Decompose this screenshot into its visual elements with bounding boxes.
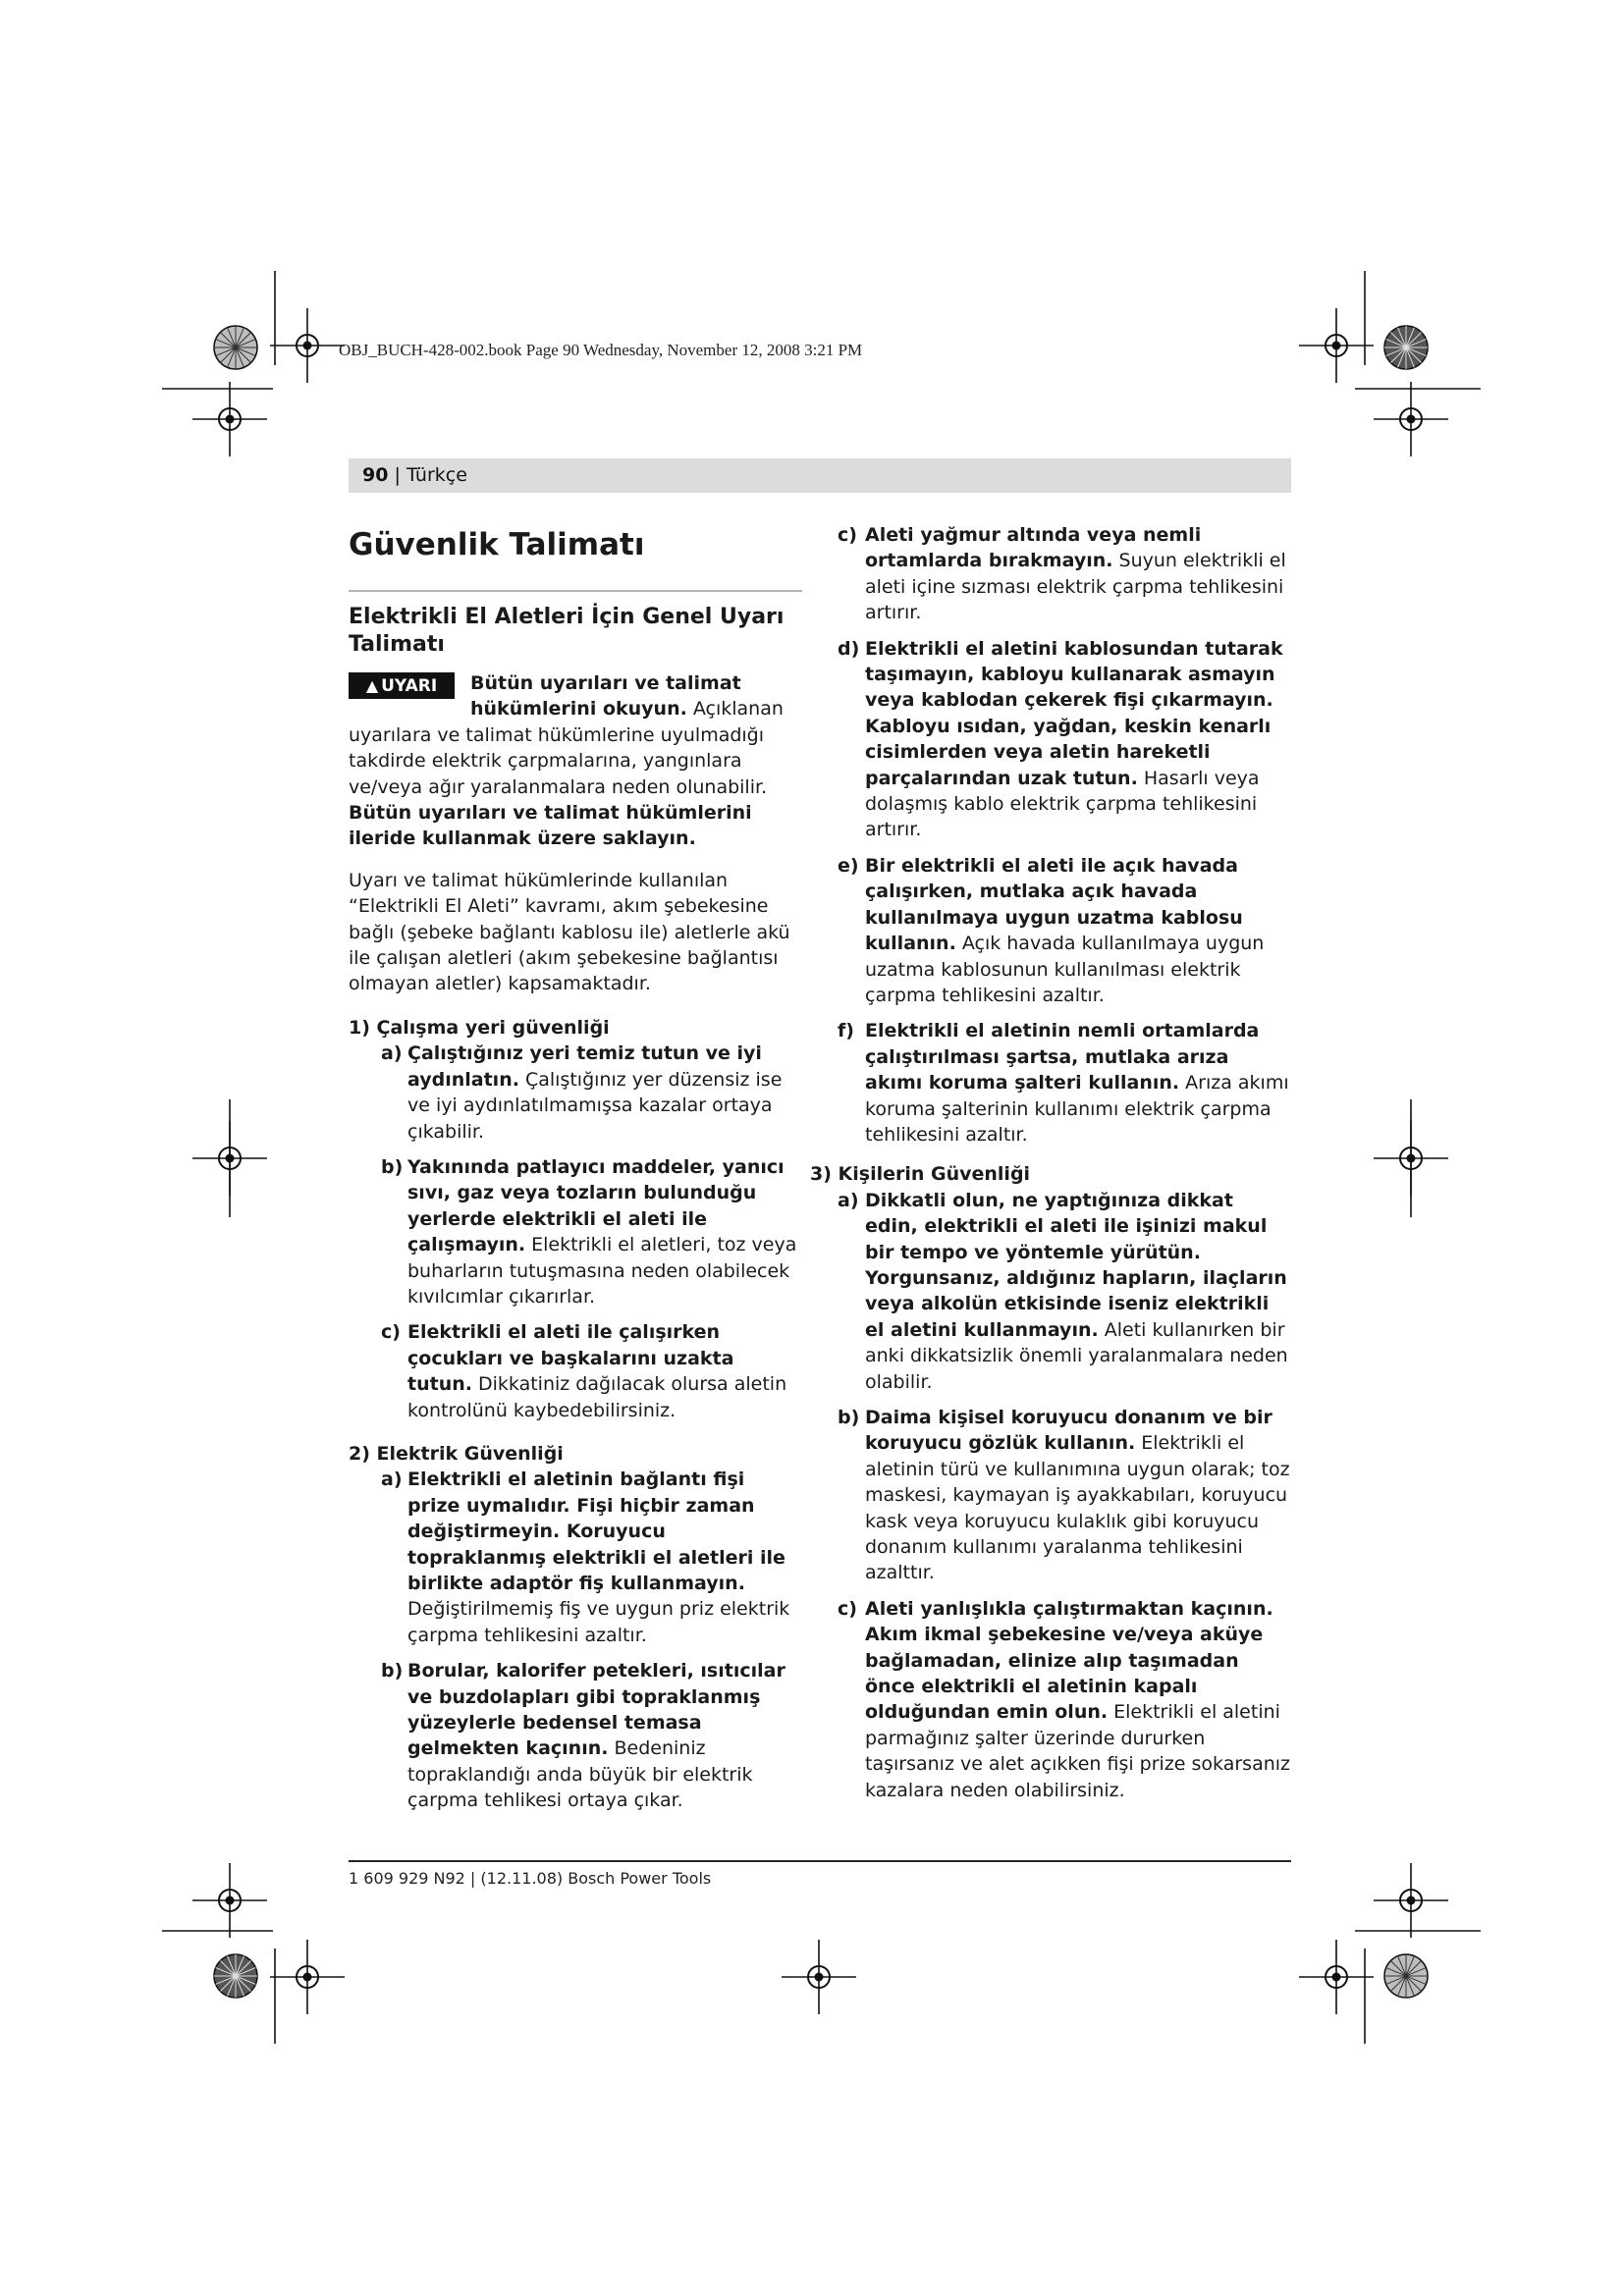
item-text: Aleti kullanırken bir anki dikkatsizlik önemli yaralanmalara neden olabilir. <box>865 1318 1288 1393</box>
item-text: Değiştirilmemiş fiş ve uygun priz elektrik çarpma tehlikesini azaltır. <box>407 1598 790 1646</box>
list-item <box>838 522 1291 626</box>
item-text: Hasarlı veya dolaşmış kablo elektrik çarpma tehlikesini artırır. <box>865 767 1260 841</box>
page-header <box>349 458 1291 493</box>
item-text: Bedeniniz topraklandığı anda büyük bir elektrik çarpma tehlikesi ortaya çıkar. <box>407 1737 753 1812</box>
item-bold: Aleti yağmur altında veya nemli ortamlarda bırakmayın. <box>865 524 1202 572</box>
header-language: Türkçe <box>406 464 467 486</box>
left-column <box>349 522 802 1824</box>
item-label: f) <box>838 1020 854 1042</box>
list-item <box>838 636 1291 843</box>
item-text: Elektrikli el aletleri, toz veya buharların tutuşmasına neden olabilecek kıvılcımlar çıkarırlar. <box>407 1234 797 1308</box>
item-text: Elektrikli el aletinin türü ve kullanımına uygun olarak; toz maskesi, kaymayan iş ayakkabıları, koruyucu kask veya koruyucu kulaklık gibi koruyucu donanım kullanımı yaralanma tehlikesini azalttır. <box>865 1432 1290 1584</box>
warning-badge-label: UYARI <box>381 676 438 696</box>
definition-paragraph: Uyarı ve talimat hükümlerinde kullanılan “Elektrikli El Aleti” kavramı, akım şebekesine bağlı (şebeke bağlantı kablosu ile) aletlerle akü ile çalışan aletleri (akım şebekesine bağlantısı olmayan aletler) kapsamaktadır. <box>349 869 790 995</box>
list-item <box>838 1188 1291 1395</box>
warning-text: Açıklanan uyarılara ve talimat hükümlerine uyulmadığı takdirde elektrik çarpmalarına, yangınlara ve/veya ağır yaralanmalara neden olunabilir. <box>349 698 784 798</box>
item-label: a) <box>838 1189 859 1211</box>
warning-bold: Bütün uyarıları ve talimat hükümlerini okuyun. <box>470 672 741 721</box>
item-text: Suyun elektrikli el aleti içine sızması elektrik çarpma tehlikesini artırır. <box>865 550 1286 624</box>
item-bold: Daima kişisel koruyucu donanım ve bir koruyucu gözlük kullanın. <box>865 1407 1272 1455</box>
item-text: Arıza akımı koruma şalterinin kullanımı elektrik çarpma tehlikesini azaltır. <box>865 1072 1289 1146</box>
list-item <box>349 1658 802 1813</box>
item-text: Çalıştığınız yer düzensiz ise ve iyi aydınlatılmamışsa kazalar ortaya çıkabilir. <box>407 1068 783 1143</box>
item-text: Açık havada kullanılmaya uygun uzatma kablosunun kullanılması elektrik çarpma tehlikesini azaltır. <box>865 933 1265 1006</box>
item-text: Elektrikli el aletini parmağınız şalter üzerinde dururken taşırsanız ve alet açıkken fişi prize sokarsanız kazalara neden olabilirsiniz. <box>865 1701 1291 1801</box>
item-label: b) <box>838 1407 860 1428</box>
section-heading-personal-safety: 3) Kişilerin Güvenliği <box>810 1163 1031 1186</box>
item-label: e) <box>838 854 859 877</box>
list-item <box>349 1319 802 1423</box>
print-slug: OBJ_BUCH-428-002.book Page 90 Wednesday, November 12, 2008 3:21 PM <box>339 341 863 359</box>
item-bold: Yakınında patlayıcı maddeler, yanıcı sıvı, gaz veya tozların bulunduğu yerlerde elektrikli el aleti ile çalışmayın. <box>407 1155 785 1256</box>
item-bold: Çalıştığınız yeri temiz tutun ve iyi aydınlatın. <box>407 1042 762 1091</box>
page-footer: 1 609 929 N92 | (12.11.08) Bosch Power Tools <box>349 1869 712 1888</box>
item-label: a) <box>381 1042 403 1065</box>
warning-paragraph <box>349 670 802 800</box>
list-item <box>349 1154 802 1309</box>
page-title: Güvenlik Talimatı <box>349 527 645 562</box>
warning-triangle-icon: ▲ <box>365 676 379 695</box>
item-bold: Aleti yanlışlıkla çalıştırmaktan kaçının. Akım ikmal şebekesine ve/veya aküye bağlamadan, elinize alıp taşımadan önce elektrikli el aletinin kapalı olduğundan emin olun. <box>865 1597 1273 1724</box>
section-title: Elektrikli El Aletleri İçin Genel Uyarı Talimatı <box>349 605 785 657</box>
list-item <box>838 1596 1291 1803</box>
item-label: c) <box>381 1321 401 1344</box>
list-item <box>838 1018 1291 1148</box>
section-heading-work-area: 1) Çalışma yeri güvenliği <box>349 1016 610 1039</box>
section-heading-electrical: 2) Elektrik Güvenliği <box>349 1442 564 1465</box>
list-item <box>349 1041 802 1145</box>
save-note: Bütün uyarıları ve talimat hükümlerini ileride kullanmak üzere saklayın. <box>349 802 752 850</box>
list-item <box>349 1467 802 1648</box>
item-bold: Dikkatli olun, ne yaptığınıza dikkat edin, elektrikli el aleti ile işinizi makul bir tempo ve yöntemle yürütün. Yorgunsanız, aldığınız hapların, ilaçların veya alkolün etkisinde iseniz elektrikli el aletini kullanmayın. <box>865 1189 1287 1341</box>
header-separator: | <box>388 464 406 486</box>
item-label: c) <box>838 524 857 546</box>
item-bold: Borular, kalorifer petekleri, ısıtıcılar ve buzdolapları gibi topraklanmış yüzeylerle bedensel temasa gelmekten kaçının. <box>407 1660 785 1760</box>
item-label: b) <box>381 1660 404 1682</box>
warning-badge <box>349 672 455 699</box>
list-item <box>838 853 1291 1008</box>
item-label: c) <box>838 1597 857 1620</box>
item-label: a) <box>381 1468 403 1491</box>
footer-divider <box>349 1860 1291 1862</box>
item-bold: Elektrikli el aletinin bağlantı fişi prize uymalıdır. Fişi hiçbir zaman değiştirmeyin. Koruyucu topraklanmış elektrikli el aletleri ile birlikte adaptör fiş kullanmayın. <box>407 1468 785 1594</box>
item-bold: Elektrikli el aletinin nemli ortamlarda çalıştırılması şartsa, mutlaka arıza akımı koruma şalteri kullanın. <box>865 1020 1260 1095</box>
page-number: 90 <box>362 464 389 486</box>
right-column <box>810 522 1291 1813</box>
title-divider <box>349 590 802 592</box>
item-bold: Bir elektrikli el aleti ile açık havada çalışırken, mutlaka açık havada kullanılmaya uygun uzatma kablosu kullanın. <box>865 854 1243 955</box>
item-bold: Elektrikli el aleti ile çalışırken çocukları ve başkalarını uzakta tutun. <box>407 1321 734 1396</box>
item-bold: Elektrikli el aletini kablosundan tutarak taşımayın, kabloyu kullanarak asmayın veya kablodan çekerek fişi çıkarmayın. Kabloyu ısıdan, yağdan, keskin kenarlı cisimlerden veya aletin hareketli parçalarından uzak tutun. <box>865 637 1283 789</box>
item-text: Dikkatiniz dağılacak olursa aletin kontrolünü kaybedebilirsiniz. <box>407 1373 787 1421</box>
list-item <box>838 1405 1291 1586</box>
item-label: b) <box>381 1155 404 1178</box>
item-label: d) <box>838 637 860 660</box>
